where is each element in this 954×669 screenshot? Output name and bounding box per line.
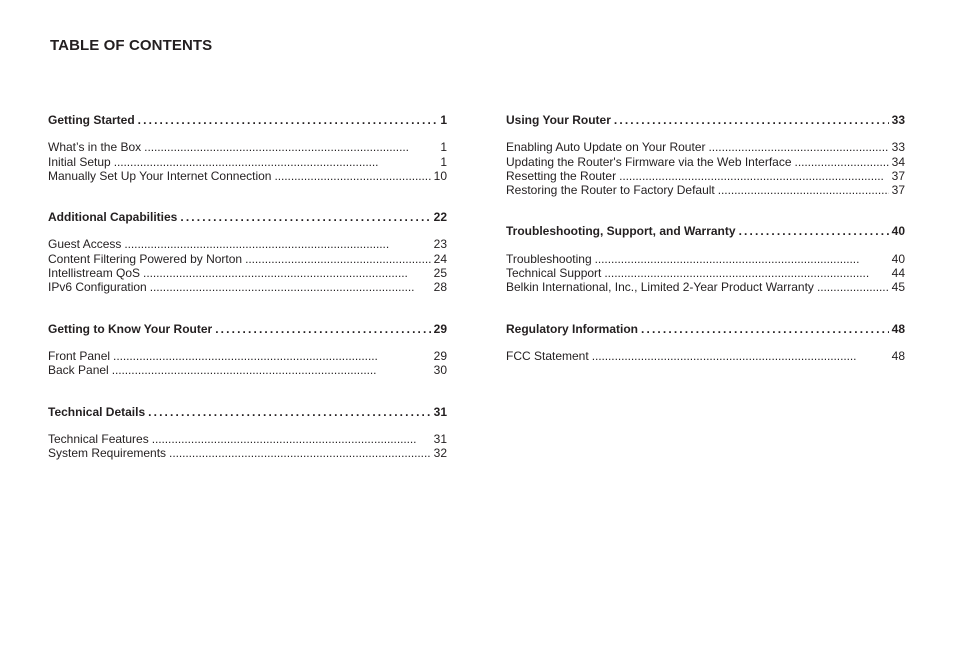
toc-page-number: 29 [433, 321, 447, 336]
toc-page-number: 48 [891, 348, 905, 363]
dot-leader [144, 140, 437, 154]
toc-entry[interactable] [48, 349, 447, 363]
toc-page-number: 28 [433, 280, 447, 295]
toc-page-number: 29 [433, 348, 447, 363]
toc-entry-label: System Requirements [48, 446, 167, 461]
toc-heading[interactable] [48, 405, 447, 419]
dot-leader [817, 280, 889, 294]
dot-leader [180, 210, 430, 224]
dot-leader [709, 140, 889, 154]
toc-page-number: 40 [891, 224, 905, 239]
dot-leader [124, 237, 430, 251]
toc-section [48, 210, 447, 294]
toc-heading-label: Troubleshooting, Support, and Warranty [506, 224, 736, 239]
toc-entry-label: Content Filtering Powered by Norton [48, 251, 243, 266]
toc-entry[interactable] [48, 432, 447, 446]
toc-entry-label: Belkin International, Inc., Limited 2-Year Product Warranty [506, 280, 814, 295]
toc-section [506, 113, 905, 197]
dot-leader [169, 446, 431, 460]
dot-leader [113, 349, 431, 363]
dot-leader [604, 266, 888, 280]
toc-page-number: 1 [440, 154, 447, 169]
dot-leader [592, 349, 889, 363]
toc-section [48, 322, 447, 378]
dot-leader [795, 155, 889, 169]
dot-leader [619, 169, 889, 183]
toc-entry[interactable] [48, 363, 447, 377]
dot-leader [641, 322, 889, 336]
toc-page-number: 30 [433, 363, 447, 378]
toc-heading[interactable] [506, 224, 905, 238]
toc-entry-label: IPv6 Configuration [48, 280, 147, 295]
toc-page-number: 37 [891, 168, 905, 183]
toc-section [506, 224, 905, 294]
toc-page-number: 31 [433, 431, 447, 446]
toc-page-number: 33 [891, 140, 905, 155]
toc-entry[interactable] [48, 140, 447, 154]
dot-leader [112, 363, 431, 377]
toc-entry[interactable] [506, 349, 905, 363]
page-title: TABLE OF CONTENTS [50, 37, 213, 54]
toc-entry-label: Updating the Router's Firmware via the Web Interface [506, 154, 792, 169]
toc-page-number: 37 [891, 183, 905, 198]
dot-leader [148, 405, 430, 419]
dot-leader [215, 322, 430, 336]
toc-section [506, 322, 905, 364]
toc-entry-label: Troubleshooting [506, 251, 592, 266]
dot-leader [152, 432, 431, 446]
toc-left-column [48, 113, 447, 460]
toc-entry-label: Technical Features [48, 431, 149, 446]
dot-leader [150, 280, 431, 294]
toc-heading-label: Getting Started [48, 113, 135, 127]
toc-heading[interactable] [48, 113, 447, 127]
dot-leader [143, 266, 431, 280]
toc-entry[interactable] [506, 266, 905, 280]
toc-page-number: 22 [433, 210, 447, 225]
toc-entry[interactable] [506, 280, 905, 294]
dot-leader [739, 224, 889, 238]
toc-entry[interactable] [48, 169, 447, 183]
toc-entry[interactable] [48, 266, 447, 280]
toc-page-number: 1 [440, 113, 447, 127]
toc-entry[interactable] [48, 252, 447, 266]
toc-page-number: 44 [891, 266, 905, 281]
toc-entry-label: Resetting the Router [506, 168, 617, 183]
toc-page-number: 33 [891, 113, 905, 127]
toc-section [48, 113, 447, 183]
toc-entry-label: Enabling Auto Update on Your Router [506, 140, 706, 155]
toc-entry[interactable] [48, 446, 447, 460]
toc-heading-label: Additional Capabilities [48, 210, 178, 225]
toc-page-number: 34 [891, 154, 905, 169]
toc-right-column [506, 113, 905, 363]
toc-entry-label: Back Panel [48, 363, 109, 378]
toc-entry-label: Technical Support [506, 266, 602, 281]
toc-page-number: 24 [433, 251, 447, 266]
toc-page-number: 25 [433, 266, 447, 281]
toc-page-number: 10 [433, 168, 447, 183]
toc-page-number: 48 [891, 321, 905, 336]
dot-leader [595, 252, 889, 266]
dot-leader [614, 113, 889, 127]
toc-entry[interactable] [506, 140, 905, 154]
toc-heading-label: Regulatory Information [506, 321, 639, 336]
toc-entry[interactable] [506, 169, 905, 183]
toc-page-number: 40 [891, 251, 905, 266]
dot-leader [274, 169, 430, 183]
toc-entry[interactable] [48, 155, 447, 169]
toc-entry-label: What’s in the Box [48, 140, 142, 155]
toc-heading[interactable] [506, 113, 905, 127]
toc-page-number: 23 [433, 237, 447, 252]
toc-entry-label: FCC Statement [506, 348, 589, 363]
toc-entry[interactable] [506, 183, 905, 197]
toc-heading[interactable] [506, 322, 905, 336]
toc-entry[interactable] [48, 237, 447, 251]
toc-page-number: 31 [433, 404, 447, 419]
toc-page-number: 45 [891, 280, 905, 295]
toc-entry-label: Front Panel [48, 348, 111, 363]
dot-leader [114, 155, 438, 169]
toc-heading-label: Using Your Router [506, 113, 611, 127]
toc-entry[interactable] [48, 280, 447, 294]
toc-page-number: 1 [440, 140, 447, 155]
dot-leader [718, 183, 889, 197]
dot-leader [138, 113, 438, 127]
toc-entry-label: Intellistream QoS [48, 266, 141, 281]
toc-entry[interactable] [506, 252, 905, 266]
toc-heading[interactable] [48, 210, 447, 224]
toc-section [48, 405, 447, 461]
toc-entry-label: Restoring the Router to Factory Default [506, 183, 715, 198]
toc-entry[interactable] [506, 155, 905, 169]
toc-heading[interactable] [48, 322, 447, 336]
toc-entry-label: Initial Setup [48, 154, 111, 169]
toc-page-number: 32 [433, 446, 447, 461]
toc-entry-label: Guest Access [48, 237, 122, 252]
dot-leader [245, 252, 431, 266]
toc-entry-label: Manually Set Up Your Internet Connection [48, 168, 272, 183]
toc-heading-label: Technical Details [48, 404, 146, 419]
toc-heading-label: Getting to Know Your Router [48, 321, 213, 336]
